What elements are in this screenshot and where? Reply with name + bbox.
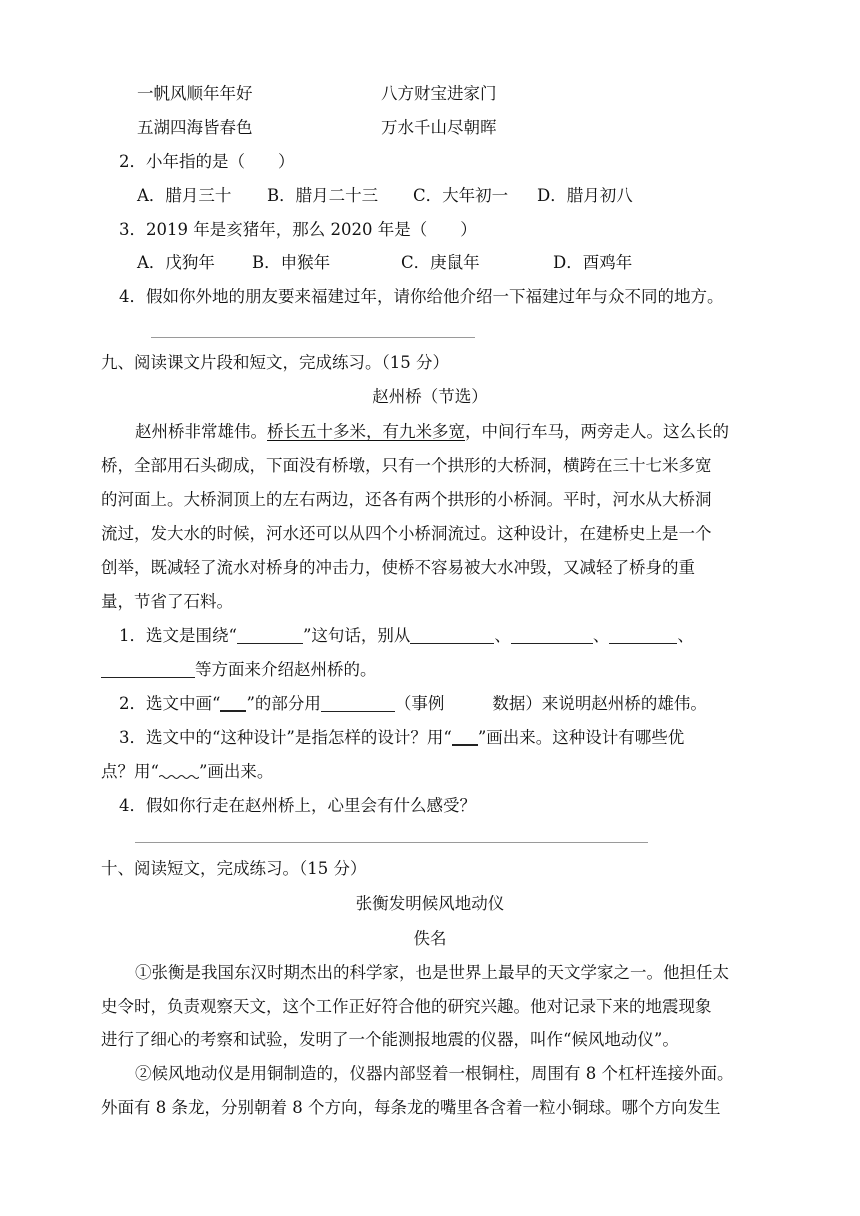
- s9-q2-part-c: （事例: [394, 694, 445, 713]
- s9-q2-straight-line-mark: [220, 694, 246, 712]
- s9-q3-part-c: 点？用“: [101, 762, 159, 781]
- s9-q1-part-b: ”这句话，别从: [302, 626, 411, 645]
- s8-q4-text: 4．假如你外地的朋友要来福建过年，请你给他介绍一下福建过年与众不同的地方。: [119, 287, 724, 306]
- s9-q3-line2: [101, 761, 273, 783]
- s9-q1-sep-1: 、: [494, 626, 511, 645]
- s9-q3-part-a: 3．选文中的“这种设计”是指怎样的设计？用“: [119, 728, 452, 747]
- s8-q2-option-b: B．腊月二十三: [267, 186, 379, 205]
- s8-q2-option-d: D．腊月初八: [537, 186, 633, 205]
- s9-q2-part-d: 数据）来说明赵州桥的雄伟。: [492, 694, 707, 713]
- s9-para-line4: 流过，发大水的时候，河水还可以从四个小桥洞流过。这种设计，在建桥史上是一个: [101, 524, 712, 543]
- s8-q3-option-d: D．酉鸡年: [553, 253, 633, 272]
- s9-q2-part-b: ”的部分用: [246, 694, 321, 713]
- s9-q1-sep-3: 、: [677, 626, 694, 645]
- s8-q3-option-c: C．庚鼠年: [401, 253, 480, 272]
- s8-q2-text: 2．小年指的是（ ）: [119, 152, 295, 171]
- couplet-row1-left: 一帆风顺年年好: [137, 84, 253, 103]
- couplet-row2-left: 五湖四海皆春色: [137, 118, 253, 137]
- s9-q1-sep-2: 、: [592, 626, 610, 645]
- s9-para-line6: 量，节省了石料。: [101, 592, 233, 611]
- s10-heading: 十、阅读短文，完成练习。（15 分）: [101, 859, 367, 878]
- s9-heading: 九、阅读课文片段和短文，完成练习。（15 分）: [101, 353, 449, 372]
- s10-p1-line1: ①张衡是我国东汉时期杰出的科学家，也是世界上最早的天文学家之一。他担任太: [135, 963, 729, 982]
- s9-q3-straight-line-mark: [452, 728, 478, 746]
- s9-q3-part-b: ”画出来。这种设计有哪些优: [477, 728, 685, 747]
- s9-para-line1: [135, 421, 729, 443]
- s9-q1-blank-2[interactable]: [410, 627, 494, 644]
- s10-p1-line3: 进行了细心的考察和试验，发明了一个能测报地震的仪器，叫作“候风地动仪”。: [101, 1030, 679, 1049]
- s9-q3-part-d: ”画出来。: [198, 762, 274, 781]
- s9-para-l1c: ，中间行车马，两旁走人。这么长的: [465, 422, 729, 441]
- s9-q3-line1: [119, 727, 684, 749]
- s9-title: 赵州桥（节选）: [372, 387, 488, 406]
- s9-q1-blank-4[interactable]: [609, 627, 677, 644]
- s9-para-line3: 的河面上。大桥洞顶上的左右两边，还各有两个拱形的小桥洞。平时，河水从大桥洞: [101, 490, 712, 509]
- s9-q2-blank[interactable]: [321, 695, 395, 712]
- s9-q4-text: 4．假如你行走在赵州桥上，心里会有什么感受？: [119, 796, 476, 815]
- s9-para-underlined: 桥长五十多米，有九米多宽: [267, 422, 465, 441]
- s9-q1-blank-5[interactable]: [101, 661, 195, 678]
- s9-q2-line: [119, 693, 707, 715]
- s8-q2-option-c: C．大年初一: [413, 186, 509, 205]
- s9-para-l1a: 赵州桥非常雄伟。: [135, 422, 267, 441]
- s10-p2-line2: 外面有 8 条龙，分别朝着 8 个方向，每条龙的嘴里各含着一粒小铜球。哪个方向发生: [101, 1098, 721, 1117]
- s8-q3-option-a: A．戊狗年: [137, 253, 215, 272]
- s9-q4-answer-line[interactable]: [135, 842, 648, 843]
- s8-q3-option-b: B．申猴年: [252, 253, 331, 272]
- s10-p1-line2: 史令时，负责观察天文，这个工作正好符合他的研究兴趣。他对记录下来的地震现象: [101, 997, 712, 1016]
- couplet-row2-right: 万水千山尽朝晖: [381, 118, 497, 137]
- s9-para-line2: 桥，全部用石头砌成，下面没有桥墩，只有一个拱形的大桥洞，横跨在三十七米多宽: [101, 456, 712, 475]
- s9-q1-blank-1[interactable]: [237, 627, 303, 644]
- s8-q4-answer-line[interactable]: [151, 337, 475, 338]
- s9-q1-blank-3[interactable]: [511, 627, 593, 644]
- s9-q1-line1: [119, 625, 694, 647]
- s9-q1-line2: [101, 659, 377, 681]
- s10-p2-line1: ②候风地动仪是用铜制造的，仪器内部竖着一根铜柱，周围有 8 个杠杆连接外面。: [135, 1064, 734, 1083]
- s9-para-line5: 创举，既减轻了流水对桥身的冲击力，使桥不容易被大水冲毁，又减轻了桥身的重: [101, 558, 695, 577]
- s9-q3-wavy-line-mark: [159, 764, 199, 780]
- s8-q3-text: 3．2019 年是亥猪年，那么 2020 年是（ ）: [119, 220, 477, 239]
- s9-q1-end: 等方面来介绍赵州桥的。: [195, 660, 377, 679]
- s9-q2-part-a: 2．选文中画“: [119, 694, 221, 713]
- s10-author: 佚名: [413, 929, 447, 948]
- couplet-row1-right: 八方财宝进家门: [381, 84, 497, 103]
- s8-q2-option-a: A．腊月三十: [137, 186, 232, 205]
- s10-title: 张衡发明候风地动仪: [355, 894, 505, 913]
- s9-q1-part-a: 1．选文是围绕“: [119, 626, 237, 645]
